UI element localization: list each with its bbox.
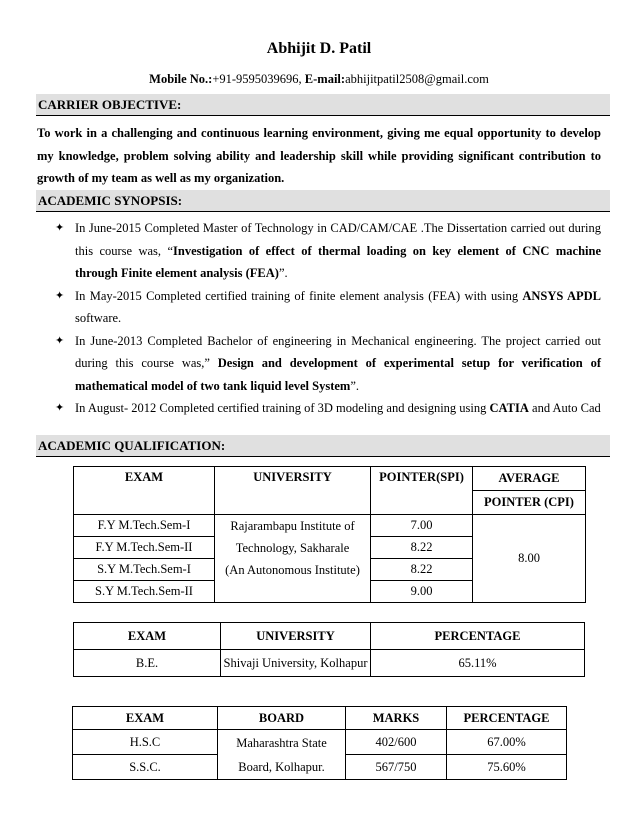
item-bold-text: Design and development of experimental setup for verification of mathematical model of two tank liquid level System bbox=[75, 356, 601, 393]
col-cpi-line1: AVERAGE bbox=[473, 467, 586, 491]
col-spi: POINTER(SPI) bbox=[371, 467, 473, 515]
qualification-heading: ACADEMIC QUALIFICATION: bbox=[36, 435, 610, 457]
board-cell bbox=[218, 730, 346, 780]
col-university: UNIVERSITY bbox=[221, 623, 371, 650]
board-line: Maharashtra State bbox=[236, 735, 327, 750]
col-board: BOARD bbox=[218, 707, 346, 730]
mobile-label: Mobile No.: bbox=[149, 72, 213, 86]
exam-cell: S.Y M.Tech.Sem-II bbox=[74, 581, 215, 603]
spi-cell: 9.00 bbox=[371, 581, 473, 603]
email-address: abhijitpatil2508@gmail.com bbox=[345, 72, 489, 86]
item-text: In June-2013 Completed Bachelor of engineering in Mechanical engineering. The project carried out during this course was,” bbox=[75, 333, 601, 370]
table-row bbox=[74, 650, 585, 677]
marks-cell: 567/750 bbox=[346, 755, 447, 780]
table-row bbox=[73, 730, 567, 755]
exam-cell: F.Y M.Tech.Sem-I bbox=[74, 515, 215, 537]
university-line: Rajarambapu Institute of bbox=[230, 519, 355, 533]
col-exam: EXAM bbox=[73, 707, 218, 730]
exam-cell: F.Y M.Tech.Sem-II bbox=[74, 537, 215, 559]
item-text-end: and Auto Cad bbox=[528, 401, 601, 415]
percentage-cell: 67.00% bbox=[447, 730, 567, 755]
item-bold-text: CATIA bbox=[489, 401, 529, 415]
table-header-row bbox=[74, 467, 586, 491]
item-text: In August- 2012 Completed certified training of 3D modeling and designing using bbox=[75, 401, 490, 415]
item-text-end: software. bbox=[75, 311, 122, 325]
exam-cell: S.Y M.Tech.Sem-I bbox=[74, 559, 215, 581]
email-label: E-mail: bbox=[304, 72, 346, 86]
col-percentage: PERCENTAGE bbox=[371, 623, 585, 650]
col-cpi-line2: POINTER (CPI) bbox=[473, 491, 586, 515]
percentage-cell: 75.60% bbox=[447, 755, 567, 780]
four-point-star-icon: ✦ bbox=[55, 289, 65, 302]
item-text-end: ”. bbox=[350, 378, 360, 393]
item-text-end: ”. bbox=[278, 266, 288, 280]
objective-text: To work in a challenging and continuous learning environment, giving me equal opportunity to develop my knowledge, problem solving ability and leadership skill while providing significant contribution to growth of my team as well as my organization. bbox=[37, 126, 601, 185]
cpi-cell: 8.00 bbox=[473, 515, 586, 603]
board-line: Board, Kolhapur. bbox=[238, 759, 325, 774]
exam-cell: H.S.C bbox=[73, 730, 218, 755]
table-header-row bbox=[73, 707, 567, 730]
ug-results-table bbox=[73, 622, 585, 677]
four-point-star-icon: ✦ bbox=[55, 334, 65, 347]
spi-cell: 8.22 bbox=[371, 559, 473, 581]
university-line: (An Autonomous Institute) bbox=[225, 563, 360, 577]
candidate-name: Abhijit D. Patil bbox=[266, 40, 372, 57]
four-point-star-icon: ✦ bbox=[55, 222, 65, 234]
col-exam: EXAM bbox=[74, 467, 215, 515]
four-point-star-icon: ✦ bbox=[55, 402, 65, 414]
synopsis-item bbox=[55, 397, 601, 420]
mobile-number: +91-9595039696, bbox=[212, 72, 302, 86]
item-text: In June-2015 Completed Master of Technology in CAD/CAM/CAE .The Dissertation carried out during this course was, “ bbox=[75, 221, 601, 258]
marks-cell: 402/600 bbox=[346, 730, 447, 755]
university-line: Technology, Sakharale bbox=[235, 541, 350, 555]
synopsis-list bbox=[55, 217, 601, 420]
table-header-row bbox=[74, 623, 585, 650]
synopsis-heading: ACADEMIC SYNOPSIS: bbox=[36, 190, 610, 212]
item-bold-text: ANSYS APDL bbox=[522, 288, 602, 303]
table-row bbox=[74, 515, 586, 537]
col-university: UNIVERSITY bbox=[215, 467, 371, 515]
spi-cell: 7.00 bbox=[371, 515, 473, 537]
synopsis-item bbox=[55, 330, 601, 398]
exam-cell: S.S.C. bbox=[73, 755, 218, 780]
item-bold-text: Investigation of effect of thermal loading on key element of CNC machine through Finite element analysis (FEA) bbox=[75, 243, 601, 280]
percentage-cell: 65.11% bbox=[371, 650, 585, 677]
university-cell bbox=[215, 515, 371, 603]
col-percentage: PERCENTAGE bbox=[447, 707, 567, 730]
synopsis-item bbox=[55, 217, 601, 285]
col-marks: MARKS bbox=[346, 707, 447, 730]
university-cell: Shivaji University, Kolhapur bbox=[221, 650, 371, 677]
objective-heading: CARRIER OBJECTIVE: bbox=[36, 94, 610, 116]
synopsis-item bbox=[55, 285, 601, 330]
item-text: In May-2015 Completed certified training of finite element analysis (FEA) with using bbox=[75, 288, 523, 303]
spi-cell: 8.22 bbox=[371, 537, 473, 559]
col-exam: EXAM bbox=[74, 623, 221, 650]
pg-results-table bbox=[73, 466, 586, 603]
school-results-table bbox=[72, 706, 567, 780]
exam-cell: B.E. bbox=[74, 650, 221, 677]
contact-line bbox=[0, 72, 638, 87]
